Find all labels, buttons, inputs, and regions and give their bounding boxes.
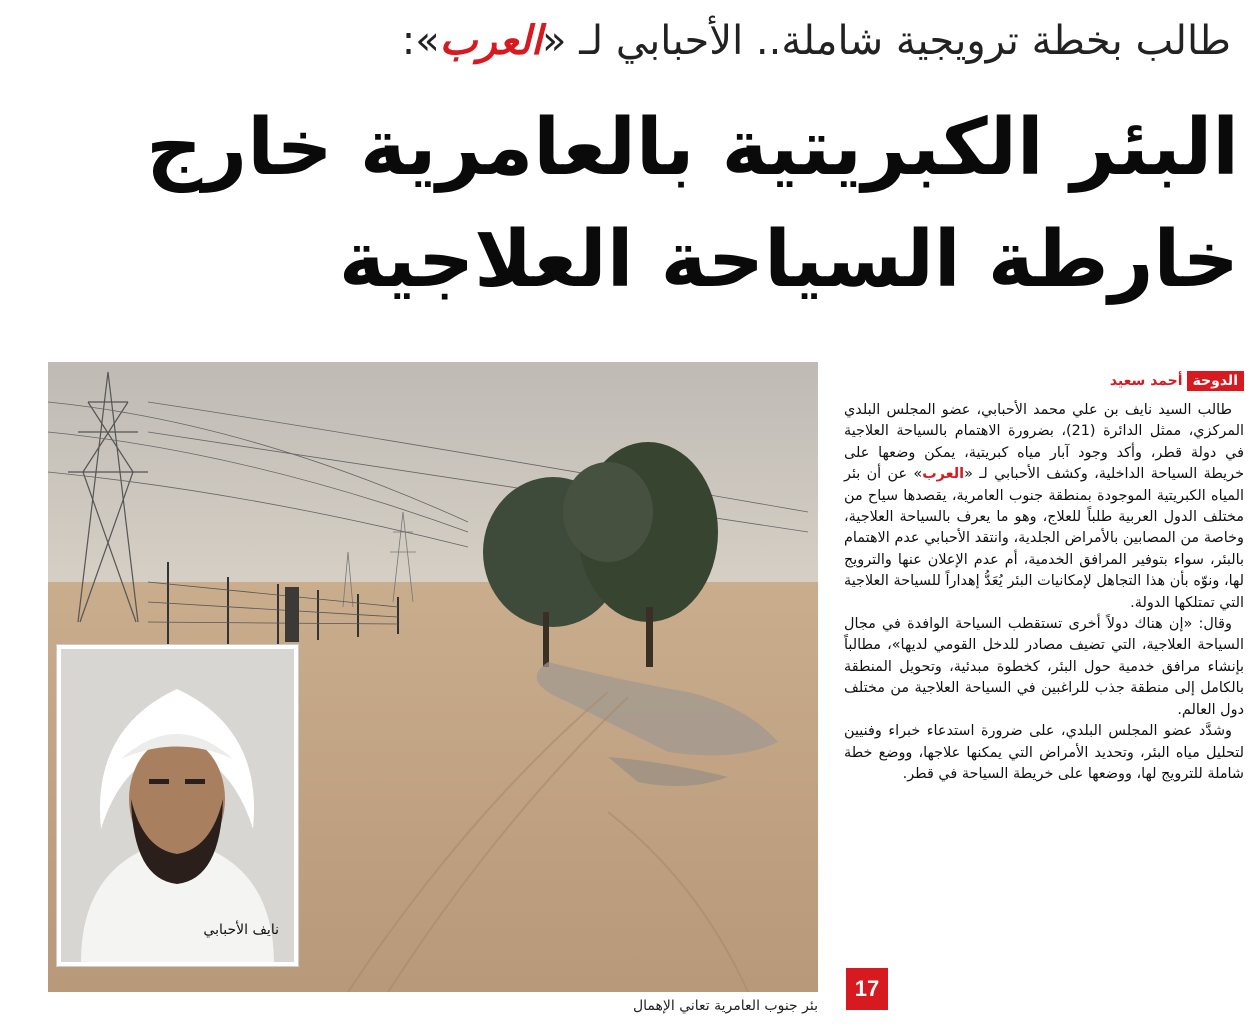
paragraph-1 bbox=[844, 400, 1244, 614]
paragraph-1-part-a: طالب السيد نايف بن علي محمد الأحبابي، عضو المجلس البلدي المركزي، ممثل الدائرة (21)، بضرورة الاهتمام بالسياحة العلاجية في دولة قطر، وأكد وجود آبار مياه كبريتية، يمكن وضعها على خريطة السياحة الداخلية، وكشف الأحبابي لـ « bbox=[844, 402, 1244, 483]
page-number: 17 bbox=[846, 968, 888, 1010]
newspaper-brand-inline: العرب bbox=[922, 466, 965, 483]
byline bbox=[1110, 371, 1244, 391]
headline bbox=[20, 92, 1239, 316]
headline-line-1: البئر الكبريتية بالعامرية خارج bbox=[146, 103, 1239, 193]
well-pipe bbox=[285, 587, 299, 642]
paragraph-1-part-b: » عن أن بئر المياه الكبريتية الموجودة بمنطقة جنوب العامرية، يقصدها سياح من مختلف الدول العربية طلباً للعلاج، وهو ما يعرف بالسياحة العلاجية، وخاصة من المصابين بالأمراض الجلدية، وانتقد الأحبابي عدم الاهتمام بالبئر، سواء بتوفير المرافق الخدمية، أم عدم الإعلان عنها والترويج لها، ونوّه بأن هذا التجاهل لإمكانيات البئر يُعَدُّ إهداراً للسياحة العلاجية التي تمتلكها الدولة. bbox=[844, 466, 1244, 611]
paragraph-3: وشدَّد عضو المجلس البلدي، على ضرورة استدعاء خبراء وفنيين لتحليل مياه البئر، وتحديد الأمراض التي يمكنها علاجها، ووضع خطة شاملة للترويج لها، ووضعها على خريطة السياحة في قطر. bbox=[844, 723, 1244, 782]
dateline-place: الدوحة bbox=[1187, 371, 1244, 391]
inset-portrait bbox=[57, 645, 298, 966]
byline-author: أحمد سعيد bbox=[1109, 373, 1183, 389]
kicker-text: طالب بخطة ترويجية شاملة.. الأحبابي لـ « bbox=[542, 18, 1231, 64]
headline-line-2: خارطة السياحة العلاجية bbox=[338, 215, 1239, 305]
inset-caption: نايف الأحبابي bbox=[203, 922, 279, 938]
photo-caption: بئر جنوب العامرية تعاني الإهمال bbox=[632, 998, 818, 1014]
kicker-text-end: »: bbox=[401, 18, 440, 64]
paragraph-2: وقال: «إن هناك دولاً أخرى تستقطب السياحة الوافدة في مجال السياحة العلاجية، التي تضيف مصادر للدخل القومي لديها»، مطالباً بإنشاء مرافق خدمية حول البئر، كخطوة مبدئية، وتحويل المنطقة بالكامل إلى منطقة جذب للراغبين في السياحة العلاجية من مختلف دول العالم. bbox=[844, 616, 1244, 718]
portrait-image bbox=[61, 649, 294, 962]
article-body bbox=[844, 400, 1244, 785]
newspaper-brand: العرب bbox=[439, 18, 543, 64]
kicker bbox=[40, 12, 1231, 70]
